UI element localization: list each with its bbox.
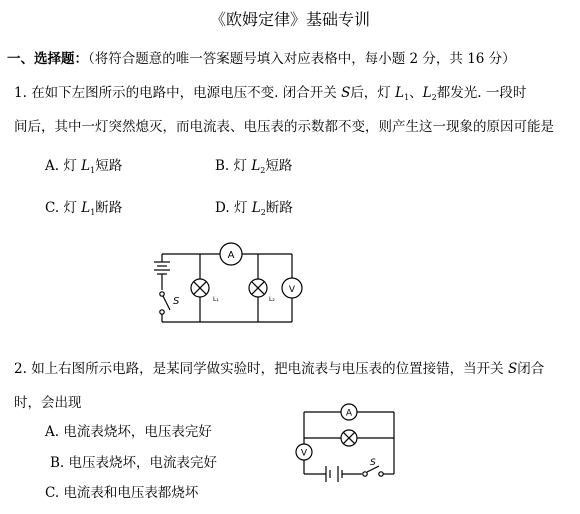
section-instruction: （将符合题意的唯一答案题号填入对应表格中，每小题 2 分，共 16 分） <box>88 51 516 67</box>
option-letter: C. <box>45 485 60 501</box>
option-letter: C. <box>45 200 60 216</box>
option-text: 电流表烧坏，电压表完好 <box>63 424 212 440</box>
q2-stem-line2: 时，会出现 <box>14 395 82 411</box>
option-post: 短路 <box>95 158 123 174</box>
option-letter: B. <box>50 455 65 471</box>
q2-option-b[interactable] <box>50 454 217 472</box>
option-pre: 灯 <box>233 158 252 174</box>
lamp1-icon <box>191 279 209 297</box>
q2-switch-var: S <box>507 361 518 377</box>
q2-number: 2. <box>14 361 27 377</box>
q1-text-a: 在如下左图所示的电路中，电源电压不变. 闭合开关 <box>31 85 342 101</box>
svg-text:A: A <box>345 408 353 419</box>
q1-lamp2-var: L <box>422 85 432 101</box>
q1-text-b: 后，灯 <box>350 85 396 101</box>
q1-stem-line2: 间后，其中一灯突然熄灭，而电流表、电压表的示数都不变，则产生这一现象的原因可能是 <box>14 119 554 135</box>
option-letter: A. <box>45 424 60 440</box>
option-post: 短路 <box>265 158 293 174</box>
option-sub: 1 <box>90 166 96 175</box>
q2-text-b: 闭合 <box>517 361 545 377</box>
option-post: 断路 <box>265 200 293 216</box>
q1-circuit-diagram <box>140 238 310 330</box>
q1-lamp2-sub: 2 <box>431 93 437 102</box>
option-letter: A. <box>45 158 60 174</box>
q1-lamp1-var: L <box>395 85 405 101</box>
lamp1-label: L₁ <box>213 296 219 303</box>
option-post: 断路 <box>95 200 123 216</box>
q1-stem-line1 <box>14 84 526 107</box>
option-letter: D. <box>215 200 230 216</box>
option-var: L <box>251 158 261 174</box>
svg-text:V: V <box>300 448 308 459</box>
option-text: 电流表和电压表都烧坏 <box>63 485 199 501</box>
voltmeter-icon <box>296 444 312 460</box>
option-pre: 灯 <box>63 200 82 216</box>
q1-sep: 、 <box>409 85 423 101</box>
q2-stem-line1 <box>14 360 544 378</box>
q1-number: 1. <box>14 85 27 101</box>
option-var: L <box>251 200 261 216</box>
section-label: 一、选择题： <box>7 51 88 67</box>
page-title: 《欧姆定律》基础专训 <box>209 10 370 29</box>
ammeter-icon <box>220 243 242 265</box>
q2-option-c[interactable] <box>45 484 198 502</box>
q1-option-a[interactable] <box>45 157 122 180</box>
option-sub: 1 <box>90 208 96 217</box>
q1-lamp1-sub: 1 <box>404 93 410 102</box>
q2-option-a[interactable] <box>45 423 212 441</box>
option-var: L <box>81 200 91 216</box>
svg-text:A: A <box>227 250 235 261</box>
option-sub: 2 <box>260 166 266 175</box>
lamp2-label: L₂ <box>269 296 275 303</box>
svg-text:V: V <box>288 285 296 295</box>
ammeter-icon <box>341 404 357 420</box>
option-var: L <box>81 158 91 174</box>
switch-label: S <box>173 296 180 307</box>
option-sub: 2 <box>260 208 266 217</box>
option-pre: 灯 <box>233 200 252 216</box>
q1-text-c: 都发光. 一段时 <box>436 85 527 101</box>
q1-option-b[interactable] <box>215 157 292 180</box>
q1-option-d[interactable] <box>215 199 293 222</box>
lamp2-icon <box>249 279 267 297</box>
q1-switch-var: S <box>341 85 351 101</box>
switch-label: S <box>370 458 376 468</box>
q1-option-c[interactable] <box>45 199 122 222</box>
lamp-icon <box>341 430 357 446</box>
option-pre: 灯 <box>63 158 82 174</box>
voltmeter-icon <box>282 278 302 298</box>
section-heading <box>7 50 516 68</box>
option-letter: B. <box>215 158 230 174</box>
q2-text-a: 如上右图所示电路，是某同学做实验时，把电流表与电压表的位置接错，当开关 <box>31 361 508 377</box>
q2-circuit-diagram <box>294 402 404 480</box>
option-text: 电压表烧坏，电流表完好 <box>68 455 218 471</box>
